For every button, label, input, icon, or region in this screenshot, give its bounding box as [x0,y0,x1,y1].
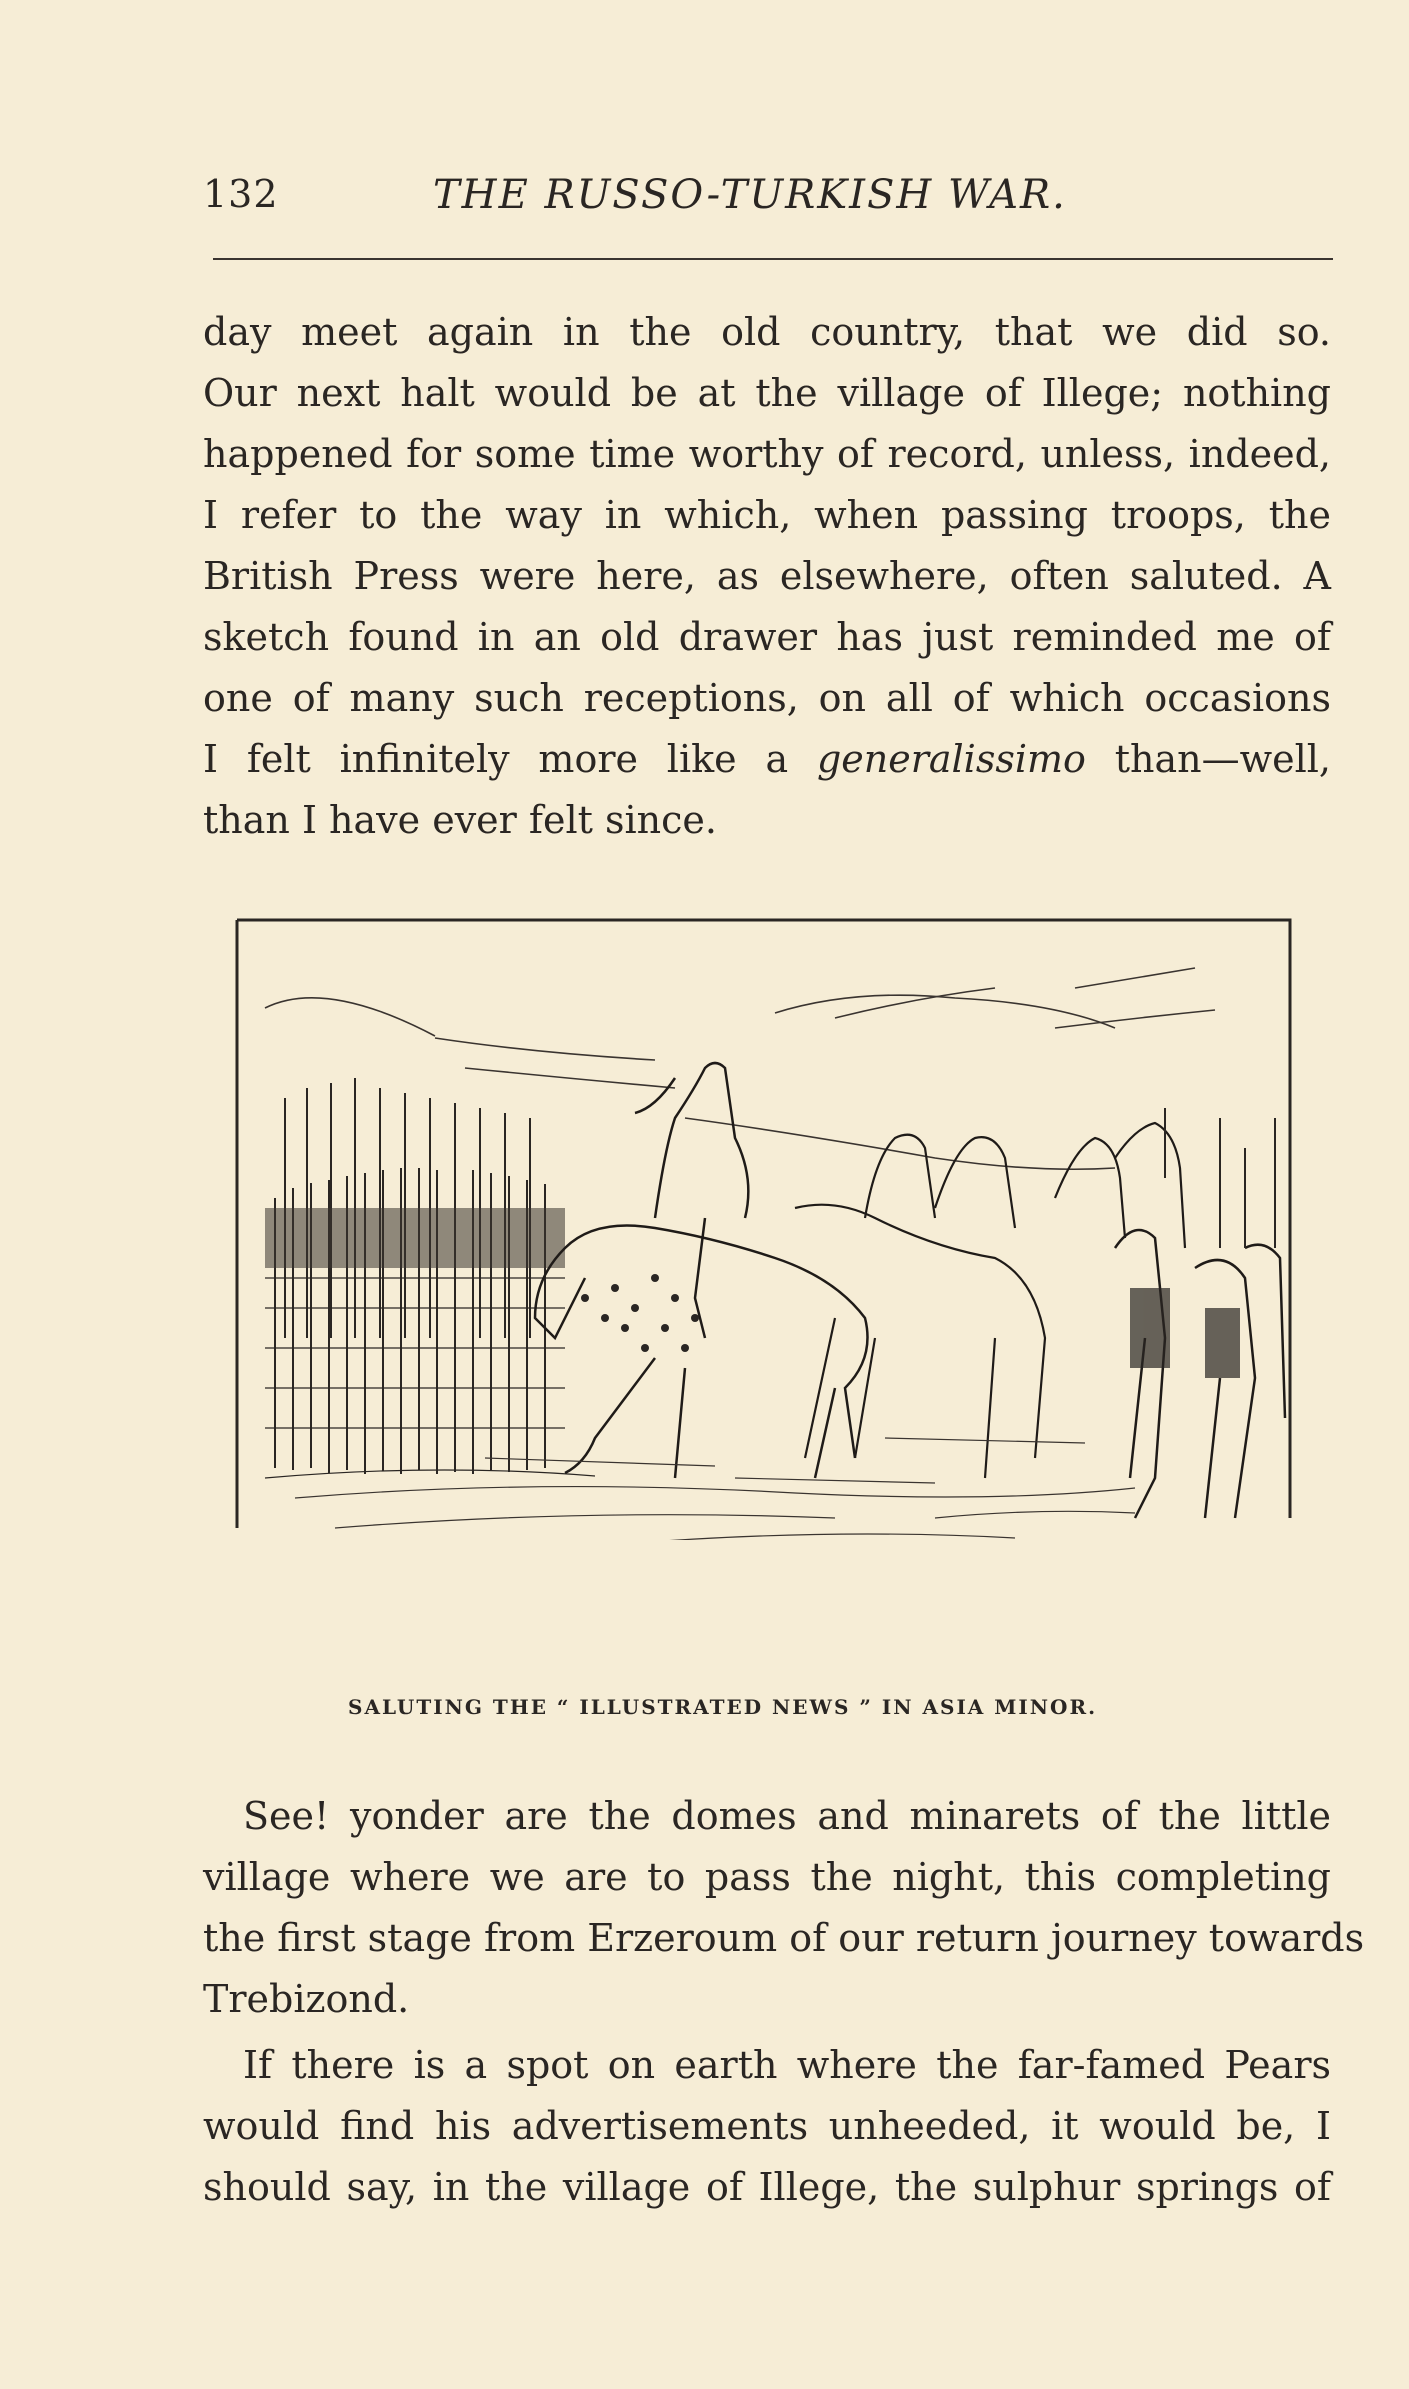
text-line: I refer to the way in which, when passing troops, the [203,493,1331,537]
header-rule [213,258,1333,260]
running-header [203,172,1333,232]
text-line: village where we are to pass the night, this completing [203,1855,1331,1899]
engraving-illustration [235,918,1292,1540]
text-line: Our next halt would be at the village of Illege; nothing [203,371,1331,415]
italic-word: generalissimo [816,737,1086,781]
text-line: the first stage from Erzeroum of our return journey towards [203,1916,1365,1960]
running-title: THE RUSSO-TURKISH WAR. [433,172,1067,218]
text-line: If there is a spot on earth where the far-famed Pears [243,2043,1331,2087]
text-line: sketch found in an old drawer has just reminded me of [203,615,1331,659]
text-line: one of many such receptions, on all of which occasions [203,676,1331,720]
text-segment: I felt infinitely more like a [203,737,817,781]
page-number: 132 [203,172,279,216]
paragraph-1 [203,302,1331,851]
text-line: would find his advertisements unheeded, it would be, I [203,2104,1331,2148]
text-line: day meet again in the old country, that we did so. [203,310,1331,354]
text-line: should say, in the village of Illege, the sulphur springs of [203,2165,1331,2209]
text-line-with-italic [203,729,1331,790]
text-line: than I have ever felt since. [203,798,717,842]
engraving-drawing [235,918,1292,1540]
text-line: Trebizond. [203,1977,410,2021]
paragraph-2 [203,1786,1365,2030]
text-line: British Press were here, as elsewhere, often saluted. A [203,554,1331,598]
figure-caption: SALUTING THE “ ILLUSTRATED NEWS ” IN ASIA MINOR. [348,1695,1098,1719]
text-segment: than—well, [1085,737,1331,781]
text-line: happened for some time worthy of record, unless, indeed, [203,432,1331,476]
text-line: See! yonder are the domes and minarets of the little [243,1794,1331,1838]
paragraph-3 [203,2035,1331,2218]
